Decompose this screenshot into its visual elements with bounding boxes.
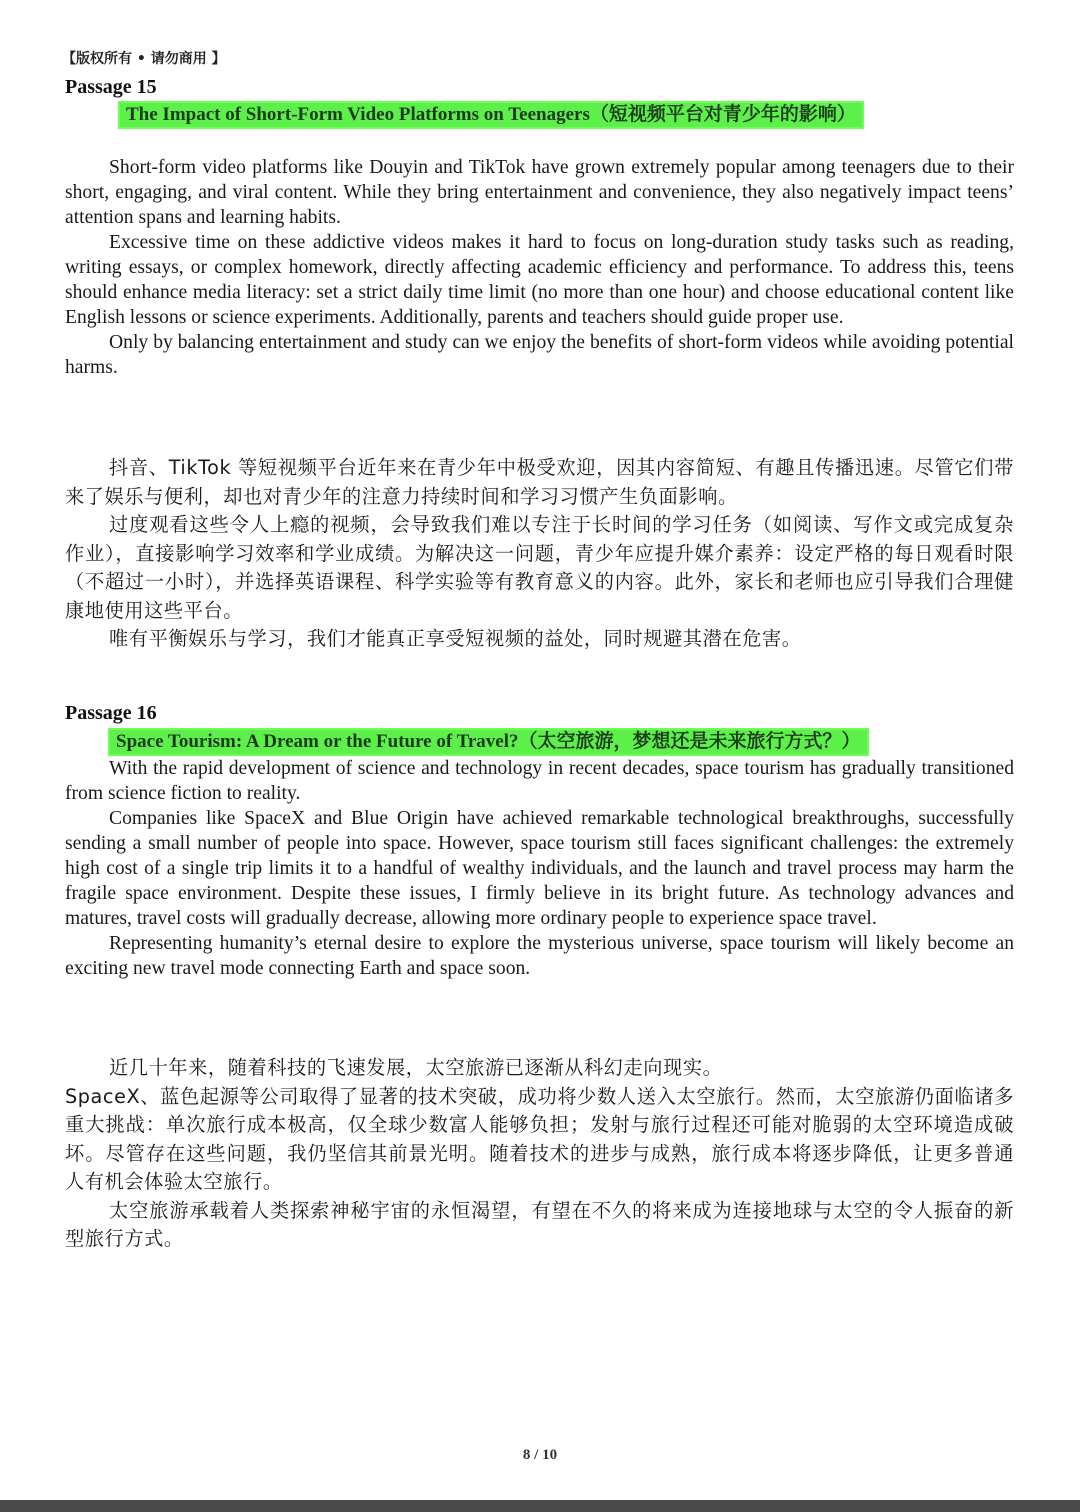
passage-16-label: Passage 16: [65, 702, 157, 724]
passage-16-english: [65, 756, 1014, 981]
passage-15-title: The Impact of Short-Form Video Platforms on Teenagers（短视频平台对青少年的影响）: [118, 101, 864, 129]
paragraph: Short-form video platforms like Douyin and TikTok have grown extremely popular among teenagers due to their short, engaging, and viral content. While they bring entertainment and convenience, they also negatively impact teens’ attention spans and learning habits.: [65, 157, 1014, 228]
bottom-edge-bar: [0, 1500, 1080, 1512]
passage-16-title: Space Tourism: A Dream or the Future of Travel?（太空旅游，梦想还是未来旅行方式？）: [108, 728, 869, 756]
paragraph: 近几十年来，随着科技的飞速发展，太空旅游已逐渐从科幻走向现实。: [109, 1056, 723, 1079]
passage-15-chinese: [65, 454, 1014, 654]
page-number: 8 / 10: [522, 1447, 558, 1463]
paragraph: 过度观看这些令人上瘾的视频，会导致我们难以专注于长时间的学习任务（如阅读、写作文或完成复杂作业），直接影响学习效率和学业成绩。为解决这一问题，青少年应提升媒介素养：设定严格的每日观看时限（不超过一小时），并选择英语课程、科学实验等有教育意义的内容。此外，家长和老师也应引导我们合理健康地使用这些平台。: [65, 513, 1014, 622]
passage-16-chinese: [65, 1054, 1014, 1254]
paragraph: Excessive time on these addictive videos makes it hard to focus on long-duration study tasks such as reading, writing essays, or complex homework, directly affecting academic efficiency and performance. To address this, teens should enhance media literacy: set a strict daily time limit (no more than one hour) and choose educational content like English lessons or science experiments. Additionally, parents and teachers should guide proper use.: [65, 232, 1014, 328]
paragraph: SpaceX、蓝色起源等公司取得了显著的技术突破，成功将少数人送入太空旅行。然而，太空旅游仍面临诸多重大挑战：单次旅行成本极高，仅全球少数富人能够负担；发射与旅行过程还可能对脆弱的太空环境造成破坏。尽管存在这些问题，我仍坚信其前景光明。随着技术的进步与成熟，旅行成本将逐步降低，让更多普通人有机会体验太空旅行。: [65, 1084, 1014, 1193]
paragraph: 唯有平衡娱乐与学习，我们才能真正享受短视频的益处，同时规避其潜在危害。: [109, 627, 802, 650]
paragraph: With the rapid development of science and technology in recent decades, space tourism has gradually transitioned from science fiction to reality.: [65, 758, 1014, 804]
passage-15-english: [65, 155, 1014, 380]
copyright-notice: 【版权所有 • 请勿商用 】: [62, 51, 226, 67]
passage-15-label: Passage 15: [65, 76, 157, 98]
paragraph: Representing humanity’s eternal desire to explore the mysterious universe, space tourism will likely become an exciting new travel mode connecting Earth and space soon.: [65, 933, 1014, 979]
paragraph: 抖音、TikTok 等短视频平台近年来在青少年中极受欢迎，因其内容简短、有趣且传播迅速。尽管它们带来了娱乐与便利，却也对青少年的注意力持续时间和学习习惯产生负面影响。: [65, 456, 1014, 508]
paragraph: 太空旅游承载着人类探索神秘宇宙的永恒渴望，有望在不久的将来成为连接地球与太空的令人振奋的新型旅行方式。: [65, 1198, 1014, 1250]
paragraph: Companies like SpaceX and Blue Origin have achieved remarkable technological breakthroughs, successfully sending a small number of people into space. However, space tourism still faces significant challenges: the extremely high cost of a single trip limits it to a handful of wealthy individuals, and the launch and travel process may harm the fragile space environment. Despite these issues, I firmly believe in its bright future. As technology advances and matures, travel costs will gradually decrease, allowing more ordinary people to experience space travel.: [65, 808, 1014, 929]
paragraph: Only by balancing entertainment and study can we enjoy the benefits of short-form videos while avoiding potential harms.: [65, 332, 1014, 378]
